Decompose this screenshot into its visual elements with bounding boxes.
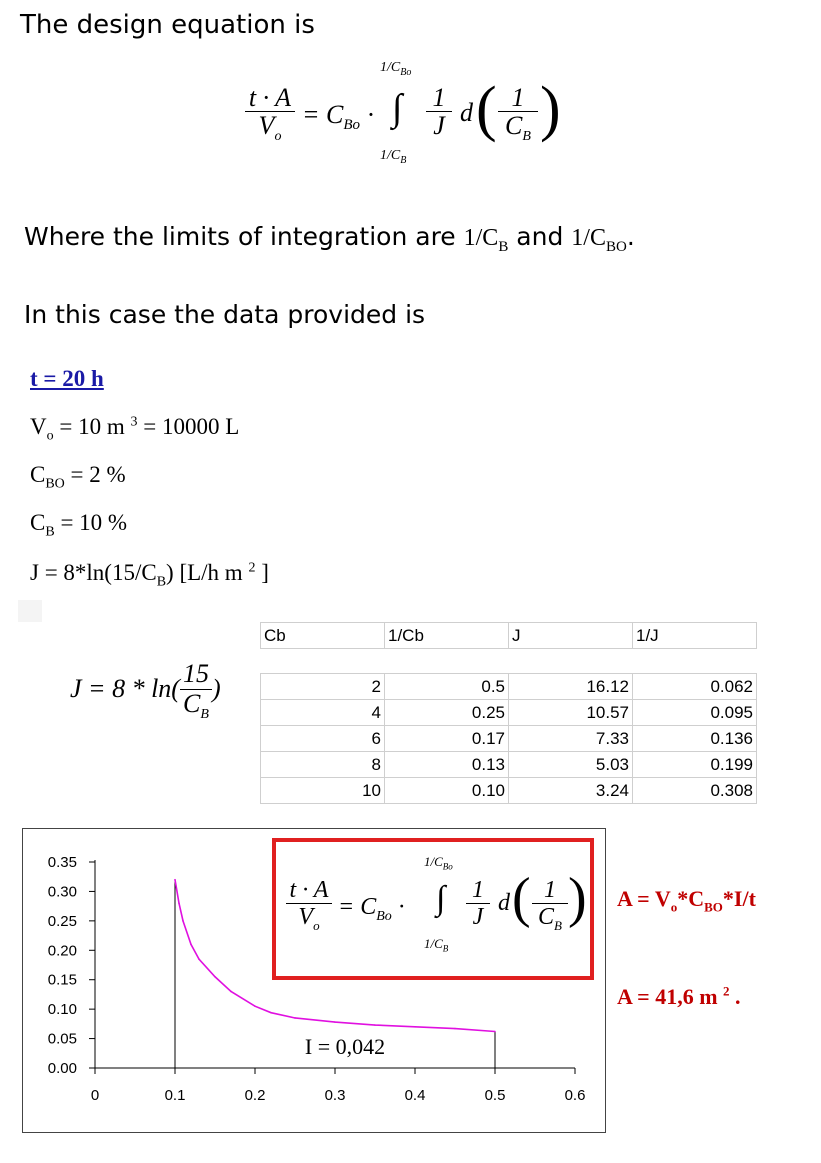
x-tick-label: 0.2: [244, 1087, 266, 1104]
data-point: [182, 920, 184, 922]
table-header: 1/J: [633, 623, 757, 649]
data-point: [190, 944, 192, 946]
data-point: [294, 1017, 296, 1019]
area-value: A = 41,6 m $^2$ .: [617, 983, 741, 1009]
eq-lower-limit: $1/C_B$: [380, 148, 407, 166]
eq-lhs-numerator: t · A: [286, 878, 332, 904]
paren-left-icon: (: [476, 75, 497, 143]
table-row: 6 0.17 7.33 0.136: [261, 726, 757, 752]
data-point: [414, 1026, 416, 1028]
eq-differential: d: [460, 98, 473, 127]
data-intro: In this case the data provided is: [24, 300, 426, 329]
table-row: 10 0.10 3.24 0.308: [261, 778, 757, 804]
given-t[interactable]: t = 20 h: [30, 366, 104, 391]
data-point: [270, 1012, 272, 1014]
area-formula: $A = V_o*C_{BO}*I/t$: [617, 886, 756, 915]
eq-integrand-denominator: J: [472, 904, 484, 931]
data-point: [214, 976, 216, 978]
eq-diff-denominator: $C_B$: [505, 111, 531, 145]
paren-right-icon: ): [568, 867, 587, 929]
x-tick-label: 0: [90, 1087, 100, 1104]
eq-integrand-denominator: J: [433, 111, 445, 141]
limits-text: Where the limits of integration are $1/C_B$ and $1/C_{BO}$.: [24, 222, 635, 255]
table-header: 1/Cb: [385, 623, 509, 649]
eq-lhs-denominator: $V_o$: [298, 904, 320, 933]
eq-diff-numerator: 1: [532, 878, 568, 904]
eq-differential: d: [498, 890, 510, 916]
design-equation: [240, 60, 580, 190]
data-point: [174, 879, 176, 881]
y-tick-label: 0.00: [47, 1060, 77, 1077]
data-point: [198, 958, 200, 960]
x-tick-label: 0.6: [564, 1087, 586, 1104]
data-point: [454, 1028, 456, 1030]
table-header: J: [509, 623, 633, 649]
eq-diff-denominator: $C_B$: [538, 904, 562, 933]
y-tick-label: 0.05: [47, 1030, 77, 1048]
given-j: $J = 8*\ln(15/C_B)$ [L/h m $^2$ ]: [30, 560, 269, 590]
table-spacer: [261, 649, 757, 674]
data-point: [334, 1021, 336, 1023]
data-point: [374, 1024, 376, 1026]
y-tick-label: 0.10: [47, 1001, 77, 1019]
y-tick-label: 0.20: [47, 942, 77, 960]
x-tick-label: 0.4: [404, 1087, 426, 1104]
eq-diff-numerator: 1: [498, 84, 538, 112]
j-formula: J = 8 * ln( $\frac{15}{C_B}$ ): [70, 659, 221, 722]
eq-lower-limit: $1/C_B$: [424, 936, 449, 954]
data-point: [254, 1005, 256, 1007]
data-point: [178, 902, 180, 904]
data-table: [260, 622, 757, 804]
eq-upper-limit: $1/C_{Bo}$: [424, 854, 453, 872]
placeholder-box: [18, 600, 42, 622]
eq-upper-limit: $1/C_{Bo}$: [380, 60, 412, 78]
table-row: 8 0.13 5.03 0.199: [261, 752, 757, 778]
eq-lhs-numerator: t · A: [245, 84, 295, 112]
table-row: 4 0.25 10.57 0.095: [261, 700, 757, 726]
table-header: Cb: [261, 623, 385, 649]
y-tick-label: 0.15: [47, 971, 77, 989]
paren-right-icon: ): [540, 75, 561, 143]
data-point: [494, 1031, 496, 1033]
highlighted-equation-box: [272, 838, 594, 980]
table-row: 2 0.5 16.12 0.062: [261, 674, 757, 700]
x-tick-label: 0.3: [324, 1087, 346, 1104]
given-vo: $V_o = 10$ m $^3$ = 10000 L: [30, 414, 240, 444]
x-tick-label: 0.5: [484, 1087, 506, 1104]
y-tick-label: 0.30: [47, 883, 77, 901]
eq-integrand-numerator: 1: [466, 878, 490, 904]
given-cb: $C_B = 10$ %: [30, 510, 128, 540]
x-tick-label: 0.1: [164, 1087, 186, 1104]
integral-annotation: I = 0,042: [304, 1034, 386, 1059]
page-heading: The design equation is: [20, 10, 315, 40]
eq-lhs-denominator: $V_o$: [258, 111, 282, 145]
given-cbo: $C_{BO} = 2$ %: [30, 462, 126, 492]
y-tick-label: 0.35: [47, 854, 77, 871]
y-tick-label: 0.25: [47, 912, 77, 930]
paren-left-icon: (: [512, 867, 531, 929]
eq-coefficient: = $C_{Bo}$ ·: [338, 894, 406, 924]
eq-coefficient: = $C_{Bo}$ ·: [302, 100, 376, 134]
eq-integrand-numerator: 1: [426, 84, 452, 112]
integral-icon: ∫: [392, 87, 403, 129]
integral-icon: ∫: [436, 880, 446, 917]
data-point: [230, 991, 232, 993]
